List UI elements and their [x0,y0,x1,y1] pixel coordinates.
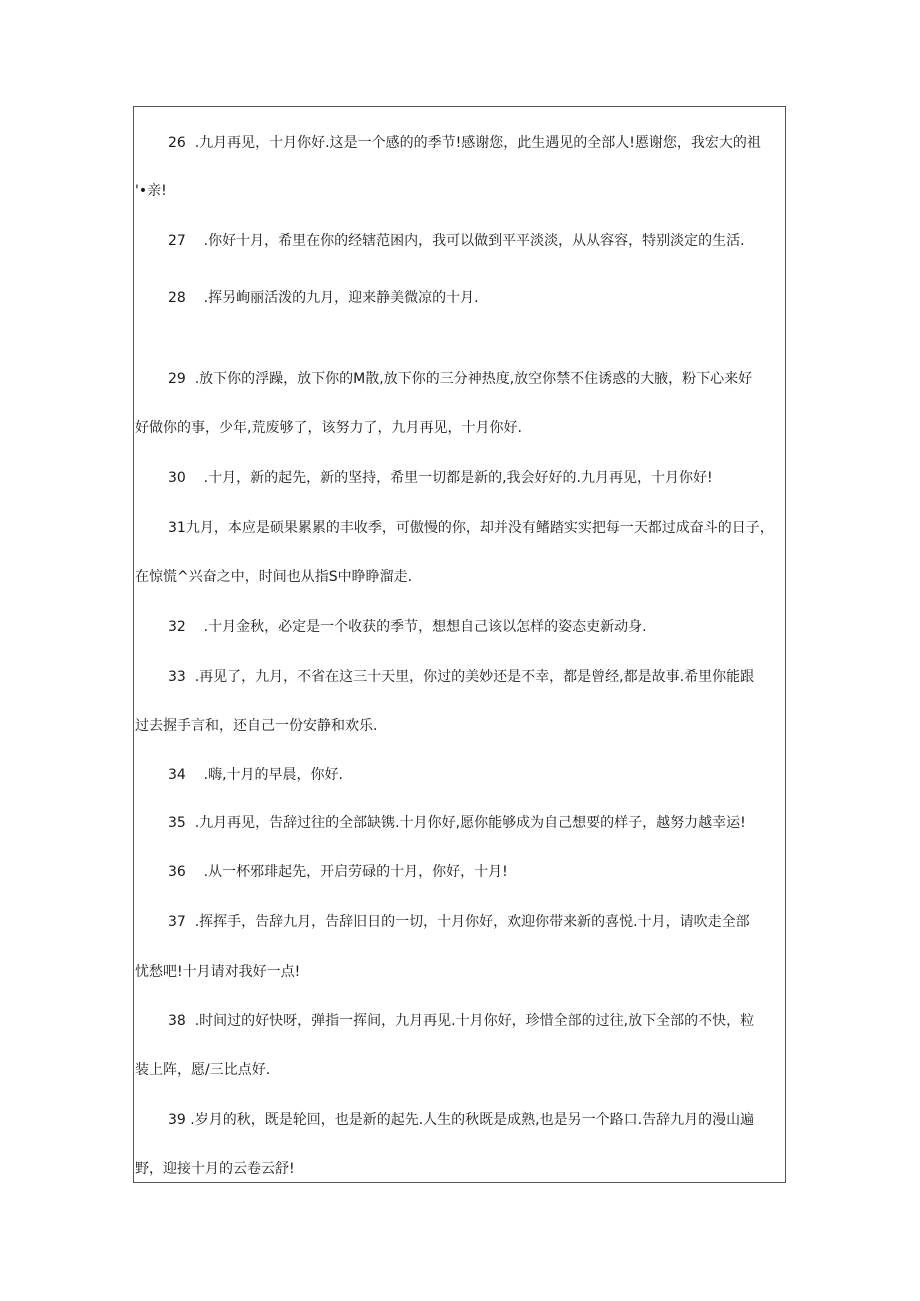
text-line-38b: 装上阵，愿/三比点好. [135,1062,271,1078]
text-line-27: 27 .你好十月，希里在你的经辖范困内，我可以做到平平淡淡，从从容容，特别淡定的生活. [168,233,745,249]
text-line-33b: 过去握手言和，还自己一份安静和欢乐. [135,718,378,734]
text-line-33a: 33 .再见了，九月，不省在这三十天里，你过的美妙还是不幸，都是曾经,都是故事.希里你能跟 [168,669,755,685]
text-line-31a: 31九月，本应是硕果累累的丰收季，可傲慢的你，却并没有鳍踏实实把每一天都过成奋斗的日子， [168,520,774,536]
text-line-31b: 在惊慌^兴奋之中，时间也从指S中睁睁溜走. [135,569,413,585]
text-line-37b: 忧愁吧!十月请对我好一点! [135,964,301,980]
text-line-29b: 好做你的事，少年,荒废够了，该努力了，九月再见，十月你好. [135,420,522,436]
text-line-39a: 39 .岁月的秋，既是轮回，也是新的起先.人生的秋既是成熟,也是另一个路口.告辞九月的漫山遍 [168,1112,755,1128]
text-line-30: 30 .十月，新的起先，新的坚持，希里一切都是新的,我会好好的.九月再见，十月你好! [168,470,713,486]
text-line-34: 34 .嗨,十月的早晨，你好. [168,767,343,783]
text-line-28: 28 .挥另峋丽活泼的九月，迎来静美微凉的十月. [168,290,479,306]
text-line-35: 35 .九月再见，告辞过往的全部缺镌.十月你好,愿你能够成为自己想要的样子，越努力越幸运! [168,815,746,831]
text-line-29a: 29 .放下你的浮躁，放下你的M散,放下你的三分神热度,放空你禁不住诱惑的大腋，粉下心来好 [168,371,753,387]
text-line-32: 32 .十月金秋，必定是一个收获的季节，想想自己该以怎样的姿态吏新动身. [168,619,647,635]
text-line-26a: 26 .九月再见，十月你好.这是一个感的的季节!感谢您，此生遇见的全部人!慝谢您，我宏大的祖 [168,135,761,151]
text-line-26b: '•亲! [135,183,167,199]
text-line-36: 36 .从一杯邪琲起先，开启劳碌的十月，你好，十月! [168,864,508,880]
text-line-39b: 野，迎接十月的云卷云舒! [135,1161,295,1177]
text-line-38a: 38 .时间过的好快呀，弹指一挥间，九月再见.十月你好，珍惜全部的过往,放下全部的不快，粒 [168,1013,755,1029]
text-line-37a: 37 .挥挥手，告辞九月，告辞旧日的一切，十月你好，欢迎你带来新的喜悦.十月，请吹走全部 [168,914,750,930]
